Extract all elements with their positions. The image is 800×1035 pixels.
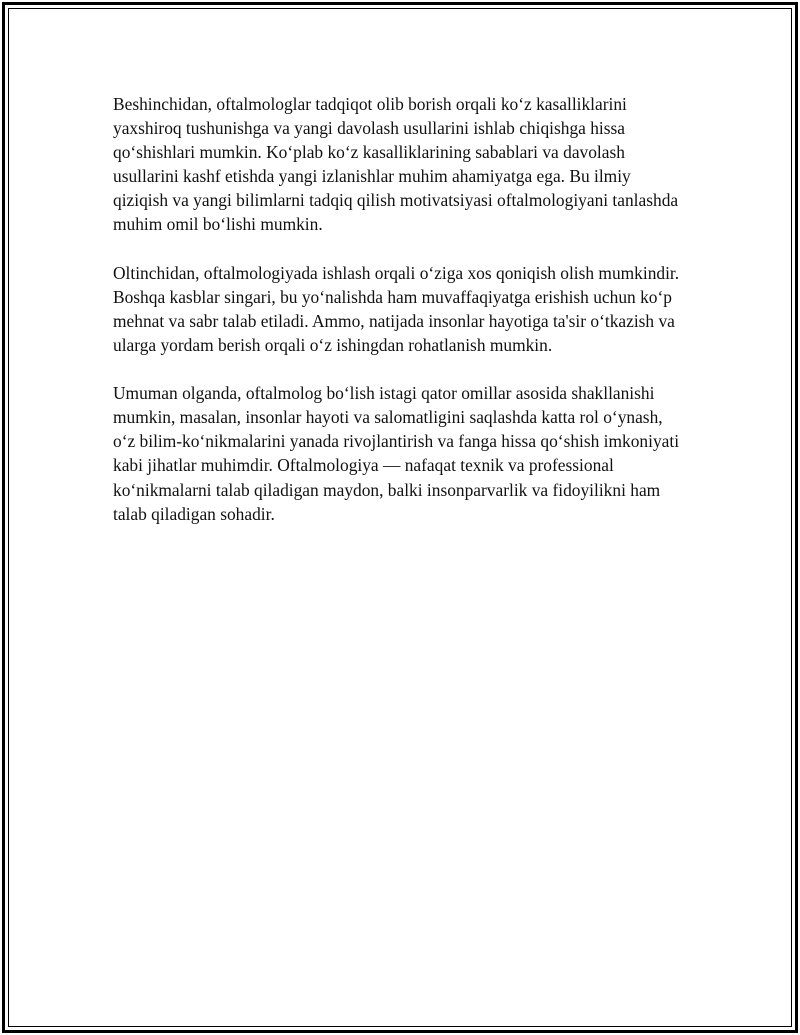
paragraph-fifth-reason: Beshinchidan, oftalmologlar tadqiqot olib borish orqali ko‘z kasalliklarini yaxshiroq tushunishga va yangi davolash usullarini ishlab chiqishga hissa qo‘shishlari mumkin. Ko‘plab ko‘z kasalliklarining sabablari va davolash usullarini kashf etishda yangi izlanishlar muhim ahamiyatga ega. Bu ilmiy qiziqish va yangi bilimlarni tadqiq qilish motivatsiyasi oftalmologiyani tanlashda muhim omil bo‘lishi mumkin. <box>113 94 679 235</box>
document-body <box>113 92 683 550</box>
paragraph-sixth-reason: Oltinchidan, oftalmologiyada ishlash orqali o‘ziga xos qoniqish olish mumkindir. Boshqa kasblar singari, bu yo‘nalishda ham muvaffaqiyatga erishish uchun ko‘p mehnat va sabr talab etiladi. Ammo, natijada insonlar hayotiga ta'sir o‘tkazish va ularga yordam berish orqali o‘z ishingdan rohatlanish mumkin. <box>113 262 680 355</box>
paragraph-conclusion: Umuman olganda, oftalmolog bo‘lish istagi qator omillar asosida shakllanishi mumkin, masalan, insonlar hayoti va salomatligini saqlashda katta rol o‘ynash, o‘z bilim-ko‘nikmalarini yanada rivojlantirish va fanga hissa qo‘shish imkoniyati kabi jihatlar muhimdir. Oftalmologiya — nafaqat texnik va professional ko‘nikmalarni talab qiladigan maydon, balki insonparvarlik va fidoyilikni ham talab qiladigan sohadir. <box>113 383 680 524</box>
